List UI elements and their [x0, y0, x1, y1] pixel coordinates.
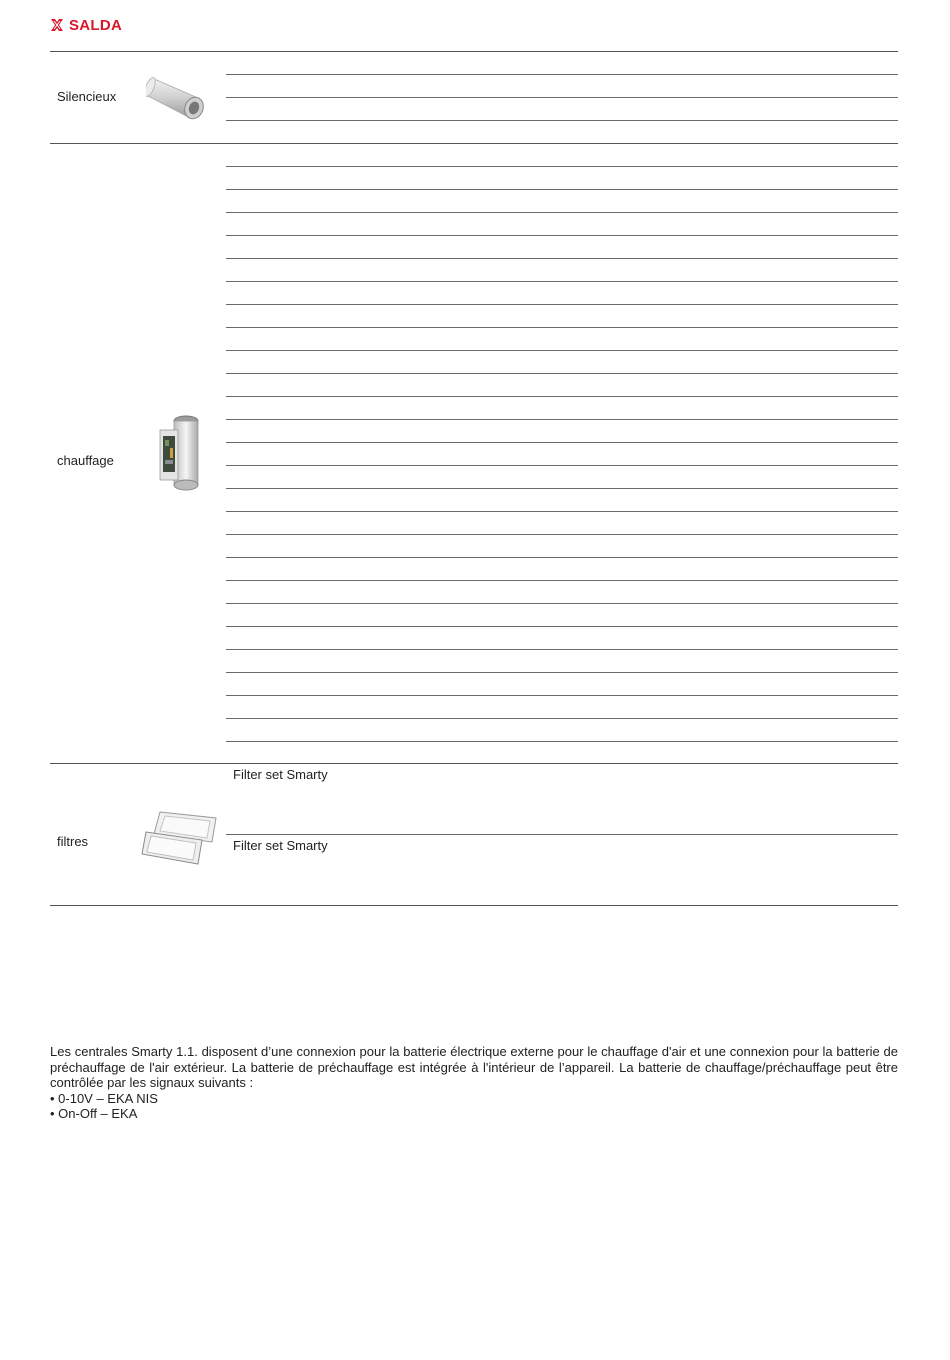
heating-row-divider [226, 166, 898, 167]
heating-row-divider [226, 327, 898, 328]
silencer-icon [146, 70, 212, 129]
heating-row-divider [226, 350, 898, 351]
brand-name: SALDA [69, 16, 123, 34]
heating-row-divider [226, 534, 898, 535]
section-divider-silencers [50, 143, 898, 144]
table-bottom-border [50, 905, 898, 906]
heating-row-divider [226, 511, 898, 512]
filter-row-2-label: Filter set Smarty [233, 838, 328, 853]
bullet-0-10v: • 0-10V – EKA NIS [50, 1090, 158, 1106]
silencer-row-divider [226, 97, 898, 98]
heating-row-divider [226, 580, 898, 581]
table-top-border [50, 51, 898, 52]
filter-set-icon [140, 810, 218, 873]
heating-row-divider [226, 488, 898, 489]
heating-row-divider [226, 718, 898, 719]
heating-row-divider [226, 396, 898, 397]
salda-x-icon [50, 18, 64, 32]
heating-row-divider [226, 281, 898, 282]
description-text: Les centrales Smarty 1.1. disposent d’une connexion pour la batterie électrique externe pour le chauffage d'air et une connexion pour la batterie de préchauffage de l'air extérieur. La batterie de préchauffage est intégrée à l'intérieur de l’appareil. La batterie de chauffage/préchauffage peut être contrôlée par les signaux suivants : [50, 1044, 898, 1091]
bullet-on-off: • On-Off – EKA [50, 1106, 138, 1122]
heating-row-divider [226, 465, 898, 466]
heating-row-divider [226, 626, 898, 627]
category-label-heating: chauffage [57, 453, 114, 468]
heating-row-divider [226, 603, 898, 604]
heating-row-divider [226, 695, 898, 696]
filter-row-1-label: Filter set Smarty [233, 767, 328, 782]
silencer-row-divider [226, 74, 898, 75]
heating-row-divider [226, 442, 898, 443]
heating-row-divider [226, 373, 898, 374]
heating-row-divider [226, 258, 898, 259]
heating-row-divider [226, 557, 898, 558]
heating-row-divider [226, 304, 898, 305]
heating-row-divider [226, 649, 898, 650]
heating-row-divider [226, 419, 898, 420]
category-label-filters: filtres [57, 834, 89, 849]
section-divider-heating [50, 763, 898, 764]
filter-row-divider [226, 834, 898, 835]
brand-logo [50, 16, 122, 34]
heating-row-divider [226, 212, 898, 213]
heating-row-divider [226, 741, 898, 742]
category-label-silencers: Silencieux [57, 89, 117, 104]
heating-row-divider [226, 235, 898, 236]
heating-description [50, 1044, 898, 1122]
heating-row-divider [226, 672, 898, 673]
silencer-row-divider [226, 120, 898, 121]
heating-row-divider [226, 189, 898, 190]
duct-heater-icon [156, 414, 202, 497]
